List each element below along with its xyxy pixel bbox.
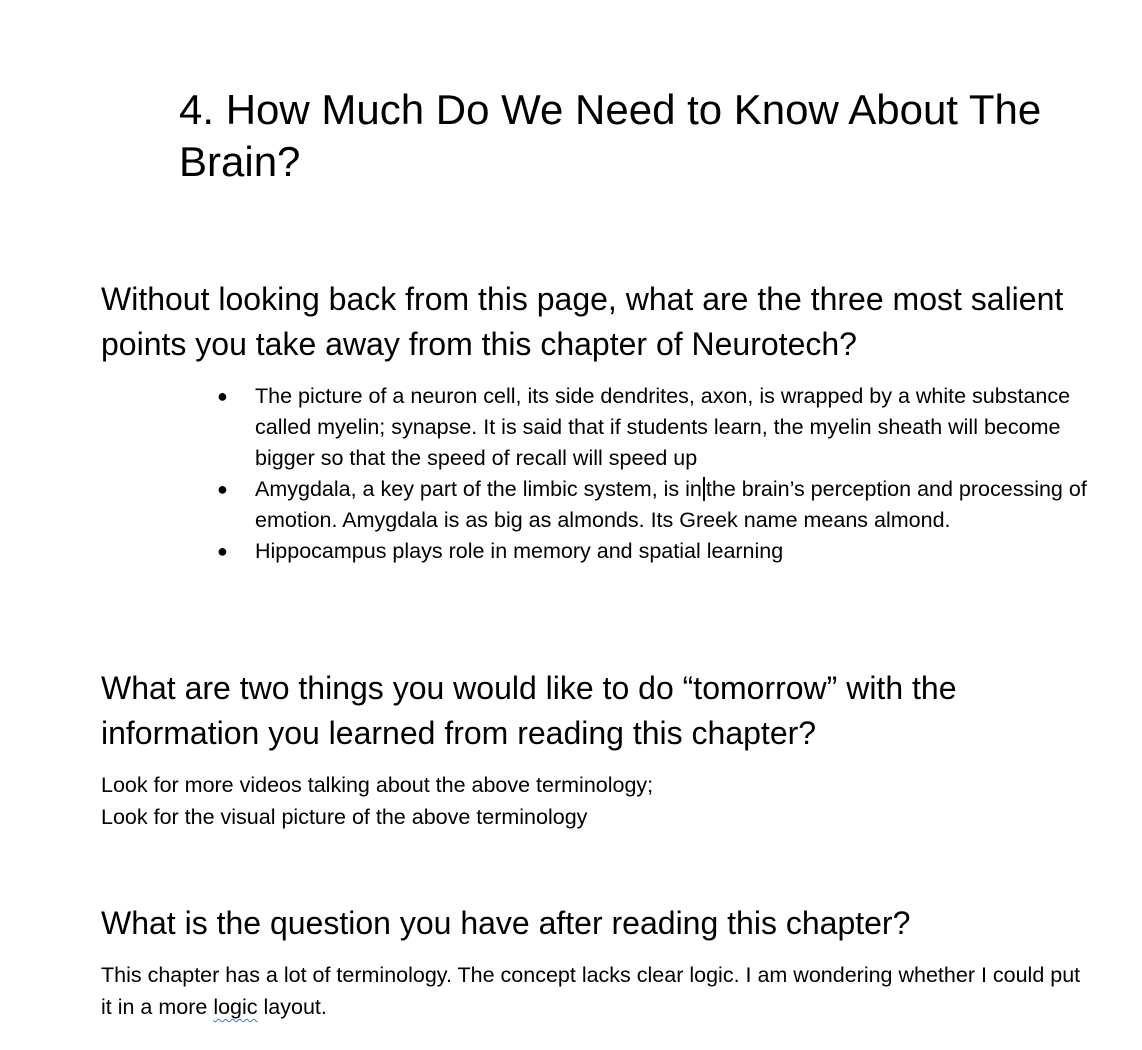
heading-question[interactable]: What is the question you have after reading this chapter?: [101, 905, 911, 941]
tomorrow-answer: [101, 769, 1091, 833]
document-title[interactable]: 4. How Much Do We Need to Know About The Brain?: [179, 86, 1042, 185]
answer-text[interactable]: This chapter has a lot of terminology. The concept lacks clear logic. I am wondering whether I could put it in a more: [101, 963, 1081, 1019]
bullet-text[interactable]: Hippocampus plays role in memory and spatial learning: [255, 539, 784, 563]
bullet-text-after-caret[interactable]: the brain’s perception and processing of emotion. Amygdala is as big as almonds. Its Greek name means almond.: [255, 477, 1087, 532]
answer-line[interactable]: Look for more videos talking about the above terminology;: [101, 773, 654, 797]
bullet-text-before-caret[interactable]: Amygdala, a key part of the limbic system, is in: [255, 477, 702, 501]
salient-points-list: [101, 381, 1091, 567]
heading-salient-points[interactable]: Without looking back from this page, what are the three most salient points you take away from this chapter of Neurotech?: [101, 281, 1064, 362]
answer-line[interactable]: Look for the visual picture of the above terminology: [101, 805, 588, 829]
text-cursor: [703, 477, 705, 501]
spellcheck-flagged-word[interactable]: logic: [213, 995, 258, 1019]
list-item[interactable]: [101, 381, 1091, 474]
question-answer[interactable]: [101, 959, 1091, 1023]
answer-text-end[interactable]: layout.: [257, 995, 327, 1019]
bullet-icon: ●: [217, 479, 228, 499]
heading-tomorrow[interactable]: What are two things you would like to do “tomorrow” with the information you learned from reading this chapter?: [101, 670, 957, 751]
list-item[interactable]: [101, 474, 1091, 536]
bullet-icon: ●: [217, 386, 228, 406]
bullet-text[interactable]: The picture of a neuron cell, its side dendrites, axon, is wrapped by a white substance called myelin; synapse. It is said that if students learn, the myelin sheath will become bigger so that the speed of recall will speed up: [255, 384, 1071, 470]
bullet-icon: ●: [217, 541, 228, 561]
list-item[interactable]: [101, 536, 1091, 567]
